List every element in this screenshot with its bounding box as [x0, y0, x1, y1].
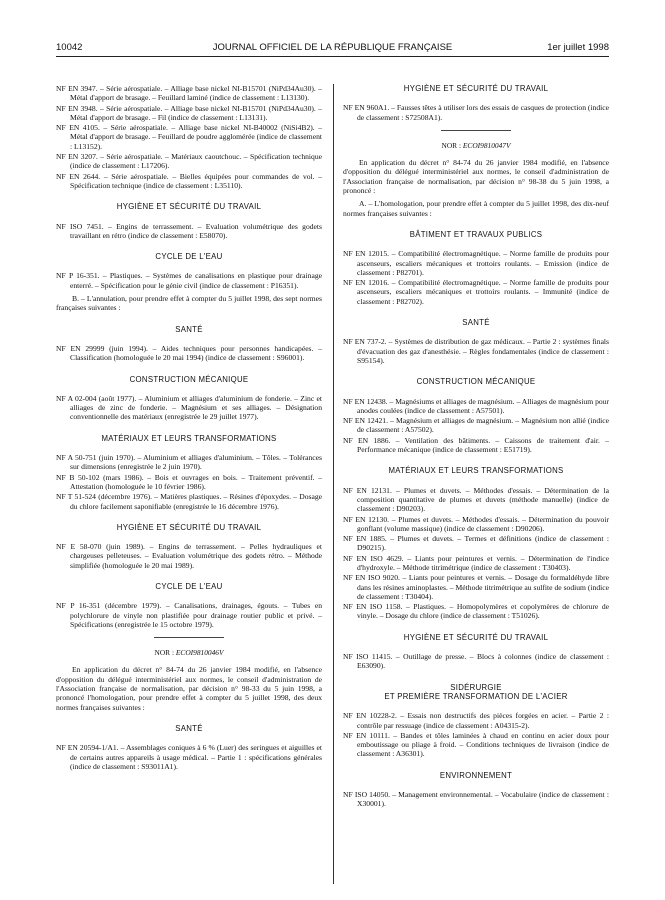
standard-code: NF EN 10111. — [343, 730, 394, 740]
entry-list — [343, 249, 609, 306]
issue-date: 1er juillet 1998 — [547, 42, 609, 53]
standard-entry — [343, 652, 609, 671]
standard-entry — [56, 492, 322, 511]
section-heading: CYCLE DE L'EAU — [155, 581, 223, 591]
standard-code: NF EN 12130. — [343, 514, 392, 524]
standard-code: NF A 50-751 — [56, 453, 99, 463]
standard-entry — [56, 743, 322, 771]
right-column — [343, 84, 609, 810]
section-heading: ET PREMIÈRE TRANSFORMATION DE L'ACIER — [384, 691, 568, 701]
standard-code: NF EN 960A1. — [343, 103, 392, 113]
standard-entry — [343, 337, 609, 365]
entry-list — [56, 222, 322, 241]
standard-entry — [343, 554, 609, 573]
standard-description: – Essais non destructifs des pièces forgées en acier. – Partie 2 : contrôle par ressuage (indice de classement : A04315-2). — [357, 711, 609, 730]
standard-code: NF EN ISO 9020. — [343, 573, 403, 583]
standard-code: NF EN 2644. — [56, 171, 104, 181]
standard-entry — [56, 172, 322, 191]
section-heading: HYGIÈNE ET SÉCURITÉ DU TRAVAIL — [403, 84, 549, 93]
standard-description: – Liants pour peintures et vernis. – Détermination de l'indice d'hydroxyle. – Méthode titrimétrique (indice de classement : T30403). — [357, 553, 609, 572]
entry-list — [343, 790, 609, 809]
standard-description: – Série aérospatiale. – Bielles équipées pour commandes de vol. – Spécification technique (indice de classement : L35110). — [70, 171, 322, 190]
standard-description: – Série aérospatiale. – Alliage base nickel NI-B15701 (NiPd34Au30). – Métal d'apport de brasage. – Fil (indice de classement : L13131). — [70, 103, 322, 122]
standard-description: – Plumes et duvets. – Méthodes d'essais. – Détermination de la composition quantitative de plumes et duvets (méthode manuelle) (indice de classement : D90203). — [357, 485, 609, 514]
standard-code: NF EN 12421. — [343, 416, 391, 426]
standard-code: NF EN 12438. — [343, 396, 390, 406]
standard-code: NF EN 10228-2. — [343, 711, 401, 721]
standard-code: NF EN 12016. — [343, 278, 392, 288]
standard-entry — [56, 394, 322, 422]
page-header — [56, 40, 609, 58]
standard-description: – Outillage de presse. – Blocs à colonnes (indice de classement : E63090). — [357, 652, 609, 671]
separator-rule — [441, 130, 511, 131]
entry-list — [343, 337, 609, 365]
standard-entry — [343, 397, 609, 416]
left-column — [56, 84, 322, 772]
standard-entry — [343, 602, 609, 621]
section-heading: SIDÉRURGIE — [450, 682, 502, 692]
column-divider — [333, 84, 334, 884]
entry-list — [343, 652, 609, 671]
standard-entry — [343, 534, 609, 553]
entry-list — [56, 601, 322, 629]
standard-description: – Magnésium et alliages de magnésium. – Magnésium non allié (indice de classement : A57502). — [357, 416, 609, 435]
entry-list — [343, 103, 609, 122]
standard-description: (décembre 1976). – Matières plastiques. – Résines d'époxydes. – Dosage du chlore facilement saponifiable (enregistrée le 16 décembre 1976). — [70, 492, 323, 511]
standard-code: NF ISO 14050. — [343, 790, 393, 800]
standard-entry — [343, 249, 609, 277]
section-heading: HYGIÈNE ET SÉCURITÉ DU TRAVAIL — [116, 202, 262, 212]
nor-label: NOR : — [441, 140, 462, 150]
entry-list — [56, 542, 322, 570]
section-heading: CONSTRUCTION MÉCANIQUE — [416, 377, 536, 387]
standard-code: NF EN 20594-1/A1. — [56, 743, 121, 753]
nor-code: ECOI9810047V — [462, 140, 511, 150]
standard-code: NF EN ISO 1158. — [343, 602, 406, 612]
standard-code: NF EN 12015. — [343, 249, 392, 259]
standard-description: – Fausses têtes à utiliser lors des essais de casques de protection (indice de classement : S72508A1). — [357, 103, 609, 122]
section-heading: SANTÉ — [175, 324, 203, 334]
standard-code: NF ISO 7451. — [56, 221, 108, 231]
standard-description: – Plumes et duvets. – Termes et définitions (indice de classement : D90215). — [357, 534, 609, 553]
section-heading: CYCLE DE L'EAU — [155, 252, 223, 262]
standard-description: (août 1977). – Aluminium et alliages d'aluminium de fonderie. – Zinc et alliages de zinc de fonderie. – Magnésium et ses alliages. – Désignation conventionnelle des matériaux (enregistrée le 29 juillet 1977). — [70, 393, 323, 422]
section-heading: MATÉRIAUX ET LEURS TRANSFORMATIONS — [388, 466, 564, 476]
standard-description: (juin 1994). – Aides techniques pour personnes handicapées. – Classification (homologuée le 20 mai 1994) (indice de classement : S96001). — [70, 343, 322, 363]
standard-description: – Série aérospatiale. – Alliage base nickel NI-B15701 (NiPd34Au30). – Métal d'apport de brasage. – Feuillard laminé (indice de classement : L13130). — [70, 84, 322, 103]
standard-code: NF B 50-102 — [56, 472, 104, 482]
standard-entry — [56, 473, 322, 492]
standard-code: NF EN 12131. — [343, 485, 396, 495]
standard-description: – Compatibilité électromagnétique. – Norme famille de produits pour ascenseurs, escaliers mécaniques et trottoirs roulants. – Immunité (indice de classement : P82702). — [357, 278, 609, 306]
standard-code: NF EN 29999 — [56, 343, 110, 353]
entry-list — [56, 394, 322, 422]
standard-code: NF ISO 11415. — [343, 652, 396, 662]
standard-entry — [343, 416, 609, 435]
standard-code: NF A 02-004 — [56, 393, 99, 403]
nor-label: NOR : — [154, 648, 175, 658]
standard-code: NF EN 1886. — [343, 435, 396, 445]
section-heading: CONSTRUCTION MÉCANIQUE — [129, 374, 249, 384]
section-heading: ENVIRONNEMENT — [439, 770, 513, 780]
homologation-note: A. – L'homologation, pour prendre effet à compter du 5 juillet 1998, des dix-neuf normes françaises suivantes : — [343, 199, 609, 218]
standard-code: NF P 16-351 — [56, 601, 105, 611]
standard-description: – Engins de terrassement. – Evaluation volumétrique des godets travaillant en rétro (indice de classement : E58070). — [70, 221, 322, 240]
standard-entry — [343, 711, 609, 730]
entry-list — [56, 84, 322, 190]
standard-entry — [343, 573, 609, 601]
nor-code: ECOI9810046V — [175, 648, 224, 658]
section-heading: SANTÉ — [462, 318, 490, 328]
standard-code: NF EN 3207. — [56, 152, 101, 162]
standard-code: NF E 58-070 — [56, 542, 107, 552]
standard-description: – Plumes et duvets. – Méthodes d'essais. – Détermination du pouvoir gonflant (volume massique) (indice de classement : D90206). — [357, 514, 609, 533]
entry-list — [343, 486, 609, 621]
entry-list — [56, 743, 322, 771]
standard-description: – Liants pour peintures et vernis. – Dosage du formaldéhyde libre dans les résines aminoplastes. – Méthode titrimétrique au sulfite de sodium (indice de classement : T30404). — [357, 573, 610, 601]
standard-entry — [56, 222, 322, 241]
standard-code: NF EN 3947. — [56, 84, 100, 93]
standard-code: NF EN 3948. — [56, 103, 100, 113]
standard-code: NF EN 1885. — [343, 534, 391, 544]
standard-entry — [56, 123, 322, 151]
standard-description: – Plastiques. – Systèmes de canalisations en plastique pour drainage enterré. – Spécification pour le génie civil (indice de classement : P16351). — [70, 271, 322, 290]
homologation-paragraph: En application du décret n° 84-74 du 26 janvier 1984 modifié, en l'absence d'opposition du délégué interministériel aux normes, le conseil d'administration de l'Association française de normalisation, par décision n° 98-38 du 5 juin 1998, a prononcé : — [343, 158, 609, 196]
standard-description: – Management environnemental. – Vocabulaire (indice de classement : X30001). — [357, 790, 609, 809]
section-heading: HYGIÈNE ET SÉCURITÉ DU TRAVAIL — [403, 632, 549, 642]
standard-entry — [343, 790, 609, 809]
standard-entry — [56, 453, 322, 472]
standard-entry — [56, 601, 322, 629]
entry-list — [56, 453, 322, 511]
standard-entry — [56, 344, 322, 363]
section-heading: HYGIÈNE ET SÉCURITÉ DU TRAVAIL — [116, 522, 262, 532]
standard-entry — [56, 542, 322, 570]
standard-description: – Ventilation des bâtiments. – Caissons de traitement d'air. – Performance mécanique (indice de classement : E51719). — [357, 435, 609, 455]
journal-title: JOURNAL OFFICIEL DE LA RÉPUBLIQUE FRANÇAISE — [212, 42, 453, 53]
header-rule — [56, 56, 609, 57]
standard-description: (mars 1986). – Bois et ouvrages en bois. – Traitement préventif. – Attestation (homologuée le 10 février 1986). — [70, 472, 322, 491]
standard-entry — [343, 103, 609, 122]
standard-entry — [56, 104, 322, 123]
homologation-paragraph: En application du décret n° 84-74 du 26 janvier 1984 modifié, en l'absence d'opposition du délégué interministériel aux normes, le conseil d'administration de l'Association française de normalisation, par décision n° 98-33 du 5 juin 1998, a prononcé l'homologation, pour prendre effet à compter du 5 juillet 1998, des deux normes françaises suivantes : — [56, 665, 322, 712]
nor-reference — [343, 141, 609, 150]
section-heading: BÂTIMENT ET TRAVAUX PUBLICS — [409, 229, 543, 239]
standard-entry — [343, 486, 609, 514]
standard-description: (juin 1989). – Engins de terrassement. – Pelles hydrauliques et chargeuses pelleteuses. – Evaluation volumétrique des godets rétro. – Méthode simplifiée (homologuée le 20 mai 1989). — [70, 542, 323, 570]
standard-entry — [343, 436, 609, 455]
standard-code: NF T 51-524 — [56, 492, 99, 502]
standard-description: – Série aérospatiale. – Alliage base nickel NI-B40002 (NiSi4B2). – Métal d'apport de brasage. – Feuillard de poudre agglomérée (indice de classement : L13152). — [70, 123, 322, 151]
entry-list — [56, 344, 322, 363]
standard-description: (juin 1970). – Aluminium et alliages d'aluminium. – Tôles. – Tolérances sur dimensions (enregistrée le 2 juin 1970). — [70, 453, 323, 472]
standard-code: NF EN 737-2. — [343, 337, 389, 347]
standard-description: – Série aérospatiale. – Matériaux caoutchouc. – Spécification technique (indice de classement : L17206). — [70, 152, 322, 171]
standard-description: – Plastiques. – Homopolymères et copolymères de chlorure de vinyle. – Dosage du chlore (indice de classement : T51026). — [357, 602, 609, 621]
standard-description: – Bandes et tôles laminées à chaud en continu en acier doux pour emboutissage ou pliage à froid. – Conditions techniques de livraison (indice de classement : A36301). — [357, 730, 609, 759]
standard-description: – Assemblages coniques à 6 % (Luer) des seringues et aiguilles et de certains autres appareils à usage médical. – Partie 1 : spécifications générales (indice de classement : S93011A1). — [70, 743, 323, 771]
section-heading: MATÉRIAUX ET LEURS TRANSFORMATIONS — [101, 433, 277, 443]
nor-reference — [56, 648, 322, 657]
entry-list — [343, 397, 609, 455]
standard-description: – Compatibilité électromagnétique. – Norme famille de produits pour ascenseurs, escaliers mécaniques et trottoirs roulants. – Emission (indice de classement : P82701). — [357, 249, 609, 277]
standard-entry — [56, 271, 322, 290]
separator-rule — [154, 637, 224, 638]
page-number: 10042 — [56, 42, 83, 53]
standard-code: NF P 16-351. — [56, 271, 103, 281]
entry-list — [343, 711, 609, 758]
standard-code: NF EN ISO 4629. — [343, 553, 408, 563]
standard-entry — [343, 731, 609, 759]
section-heading: SANTÉ — [175, 723, 203, 733]
annulation-note: B. – L'annulation, pour prendre effet à compter du 5 juillet 1998, des sept normes françaises suivantes : — [56, 294, 322, 313]
standard-entry — [56, 84, 322, 103]
standard-entry — [343, 515, 609, 534]
standard-description: – Magnésiums et alliages de magnésium. – Alliages de magnésium pour anodes coulées (indice de classement : A57501). — [357, 396, 609, 415]
standard-description: – Systèmes de distribution de gaz médicaux. – Partie 2 : systèmes finals d'évacuation des gaz d'anesthésie. – Règles fondamentales (indice de classement : S95154). — [357, 337, 609, 365]
standard-entry — [56, 152, 322, 171]
entry-list — [56, 271, 322, 290]
standard-code: NF EN 4105. — [56, 123, 104, 133]
standard-entry — [343, 278, 609, 306]
standard-description: (décembre 1979). – Canalisations, drainages, égouts. – Tubes en polychlorure de vinyle non plastifiée pour drainage routier public et privé. – Spécifications (enregistrée le 15 octobre 1979). — [70, 601, 322, 629]
